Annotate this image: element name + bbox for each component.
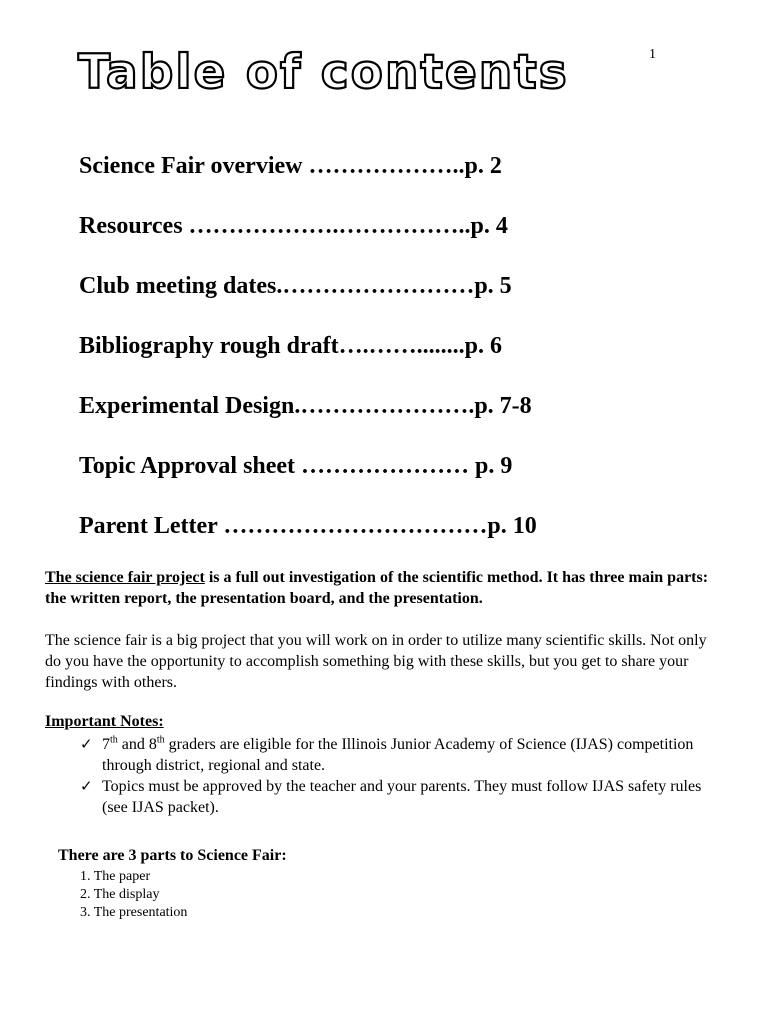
- note-item: [80, 776, 720, 818]
- toc-entry: Topic Approval sheet ………………… p. 9: [79, 453, 513, 479]
- intro-text: is a full out investigation of the scientific method. It has three main parts: the written report, the presentation board, and the presentation.: [45, 569, 709, 607]
- toc-entry: Resources ……………….……………..p. 4: [79, 213, 508, 239]
- parts-heading: There are 3 parts to Science Fair:: [58, 847, 287, 864]
- overview-paragraph: The science fair is a big project that you will work on in order to utilize many scientific skills. Not only do you have the opportunity to accomplish something big with these skills, but you get to share your findings with others.: [45, 632, 707, 691]
- notes-heading: Important Notes:: [45, 713, 164, 730]
- notes-list: [80, 734, 720, 818]
- intro-term: The science fair project: [45, 569, 205, 586]
- page-title: Table of contents: [78, 45, 569, 100]
- intro-paragraph: [45, 567, 725, 609]
- note-item: [80, 734, 720, 776]
- list-item: 1. The paper: [80, 869, 151, 884]
- checkmark-icon: ✓: [80, 735, 93, 753]
- list-item: 3. The presentation: [80, 905, 188, 920]
- checkmark-icon: ✓: [80, 777, 93, 795]
- page-number: 1: [649, 47, 656, 62]
- toc-entry: Parent Letter ……………………………p. 10: [79, 513, 537, 539]
- list-item: 2. The display: [80, 887, 160, 902]
- toc-entry: Bibliography rough draft….……........p. 6: [79, 333, 502, 359]
- note-text: Topics must be approved by the teacher and your parents. They must follow IJAS safety rules (see IJAS packet).: [102, 778, 702, 816]
- parts-list: [80, 868, 187, 922]
- toc-entry: Experimental Design.………………….p. 7-8: [79, 393, 532, 419]
- note-text: 7th and 8th graders are eligible for the Illinois Junior Academy of Science (IJAS) competition through district, regional and state.: [102, 734, 694, 774]
- toc-entry: Science Fair overview ………………..p. 2: [79, 153, 502, 179]
- table-of-contents: [79, 148, 537, 568]
- toc-entry: Club meeting dates.……………………p. 5: [79, 273, 512, 299]
